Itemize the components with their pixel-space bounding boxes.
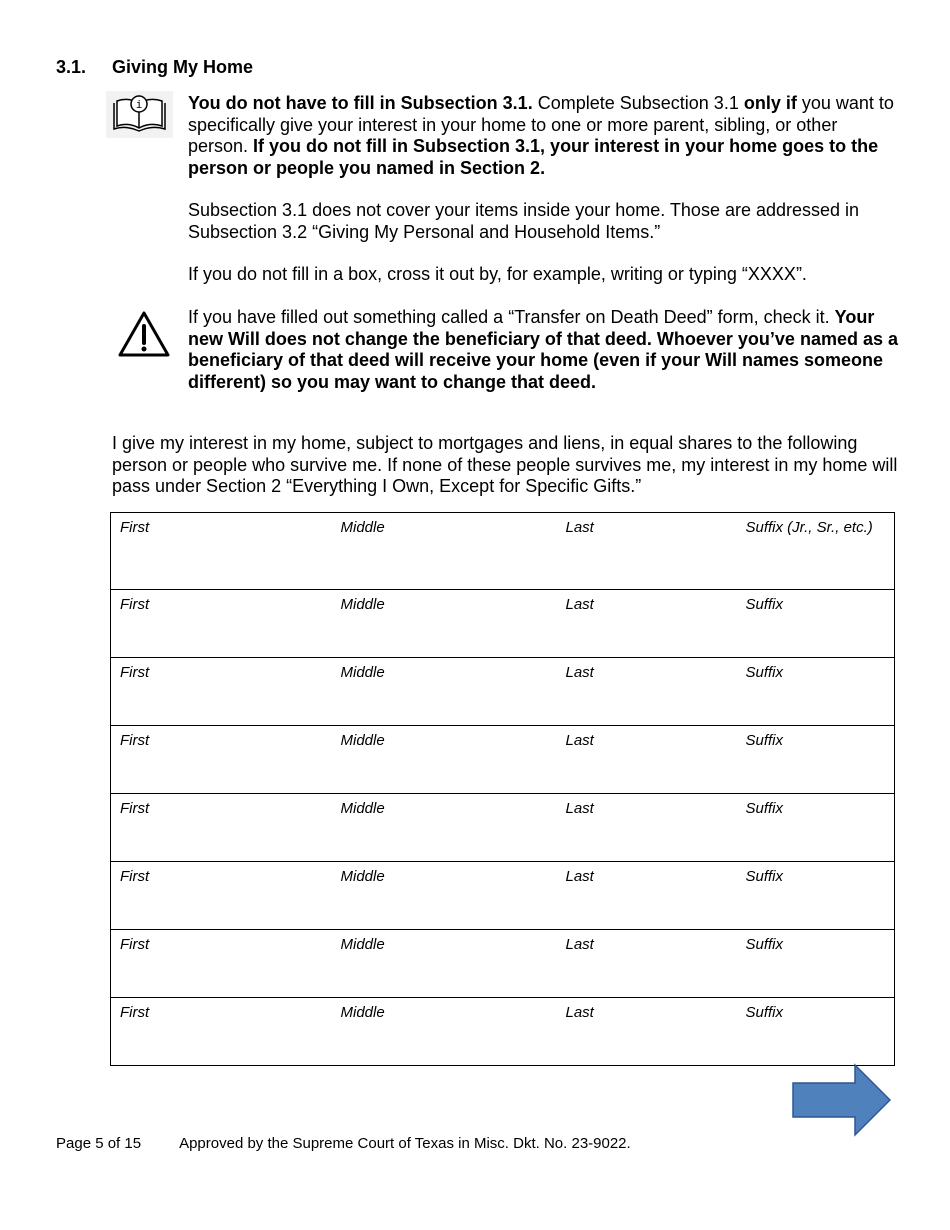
first-name-field[interactable]: First: [111, 794, 341, 862]
suffix-field[interactable]: Suffix: [746, 658, 895, 726]
info-paragraph-1: [188, 93, 898, 179]
info-paragraph-3: If you do not fill in a box, cross it out by, for example, writing or typing “XXXX”.: [188, 264, 807, 284]
middle-name-field[interactable]: Middle: [341, 998, 566, 1066]
info-icon-label: i: [135, 98, 143, 111]
section-number: 3.1.: [56, 57, 87, 77]
section-title: Giving My Home: [112, 57, 254, 77]
last-name-field[interactable]: Last: [566, 658, 746, 726]
suffix-field[interactable]: Suffix: [746, 590, 895, 658]
suffix-field[interactable]: Suffix: [746, 794, 895, 862]
section-heading: [56, 57, 253, 78]
first-name-field[interactable]: First: [111, 658, 341, 726]
last-name-field[interactable]: Last: [566, 726, 746, 794]
warning-icon: [117, 309, 171, 359]
beneficiary-name-table: [110, 512, 895, 1066]
suffix-field[interactable]: Suffix: [746, 930, 895, 998]
info-paragraph-2: Subsection 3.1 does not cover your items inside your home. Those are addressed in Subsection 3.2 “Giving My Personal and Household Items.”: [188, 200, 860, 242]
info-text-a: Complete Subsection 3.1: [532, 93, 744, 113]
page-footer: [56, 1135, 631, 1152]
table-row: [111, 930, 895, 998]
middle-name-field[interactable]: Middle: [341, 726, 566, 794]
first-name-field[interactable]: First: [111, 998, 341, 1066]
table-row: [111, 590, 895, 658]
first-name-field[interactable]: First: [111, 513, 341, 590]
book-info-icon: [106, 91, 173, 138]
info-bold-c: If you do not fill in Subsection 3.1, your interest in your home goes to the person or people you named in Section 2.: [188, 136, 879, 178]
table-row: [111, 862, 895, 930]
suffix-field[interactable]: Suffix: [746, 726, 895, 794]
first-name-field[interactable]: First: [111, 590, 341, 658]
suffix-field[interactable]: Suffix: [746, 998, 895, 1066]
warning-text: If you have filled out something called a “Transfer on Death Deed” form, check it.: [188, 307, 830, 327]
middle-name-field[interactable]: Middle: [341, 862, 566, 930]
info-text-b: you want to specifically give your interest in your home to one or more parent, sibling, or other person.: [188, 93, 894, 156]
page-number: Page 5 of 15: [56, 1135, 142, 1152]
first-name-field[interactable]: First: [111, 726, 341, 794]
info-bold-b: only if: [743, 93, 797, 113]
last-name-field[interactable]: Last: [566, 930, 746, 998]
warning-bold: Your new Will does not change the beneficiary of that deed. Whoever you’ve named as a beneficiary of that deed will receive your home (even if your Will names someone different) so you may want to change that deed.: [188, 307, 898, 392]
info-bold-a: You do not have to fill in Subsection 3.1.: [188, 93, 533, 113]
table-row: [111, 998, 895, 1066]
middle-name-field[interactable]: Middle: [341, 658, 566, 726]
middle-name-field[interactable]: Middle: [341, 513, 566, 590]
middle-name-field[interactable]: Middle: [341, 590, 566, 658]
table-row: [111, 513, 895, 590]
middle-name-field[interactable]: Middle: [341, 930, 566, 998]
last-name-field[interactable]: Last: [566, 590, 746, 658]
table-row: [111, 794, 895, 862]
approval-note: Approved by the Supreme Court of Texas in Misc. Dkt. No. 23-9022.: [179, 1135, 631, 1152]
last-name-field[interactable]: Last: [566, 794, 746, 862]
suffix-field[interactable]: Suffix (Jr., Sr., etc.): [746, 513, 895, 590]
warning-paragraph: [188, 307, 898, 393]
first-name-field[interactable]: First: [111, 862, 341, 930]
middle-name-field[interactable]: Middle: [341, 794, 566, 862]
gift-intro-paragraph: I give my interest in my home, subject to mortgages and liens, in equal shares to the following person or people who survive me. If none of these people survives me, my interest in my home will pass under Section 2 “Everything I Own, Except for Specific Gifts.”: [112, 433, 898, 496]
first-name-field[interactable]: First: [111, 930, 341, 998]
suffix-field[interactable]: Suffix: [746, 862, 895, 930]
last-name-field[interactable]: Last: [566, 998, 746, 1066]
table-row: [111, 726, 895, 794]
last-name-field[interactable]: Last: [566, 862, 746, 930]
last-name-field[interactable]: Last: [566, 513, 746, 590]
next-page-arrow-icon[interactable]: [791, 1063, 893, 1137]
table-row: [111, 658, 895, 726]
